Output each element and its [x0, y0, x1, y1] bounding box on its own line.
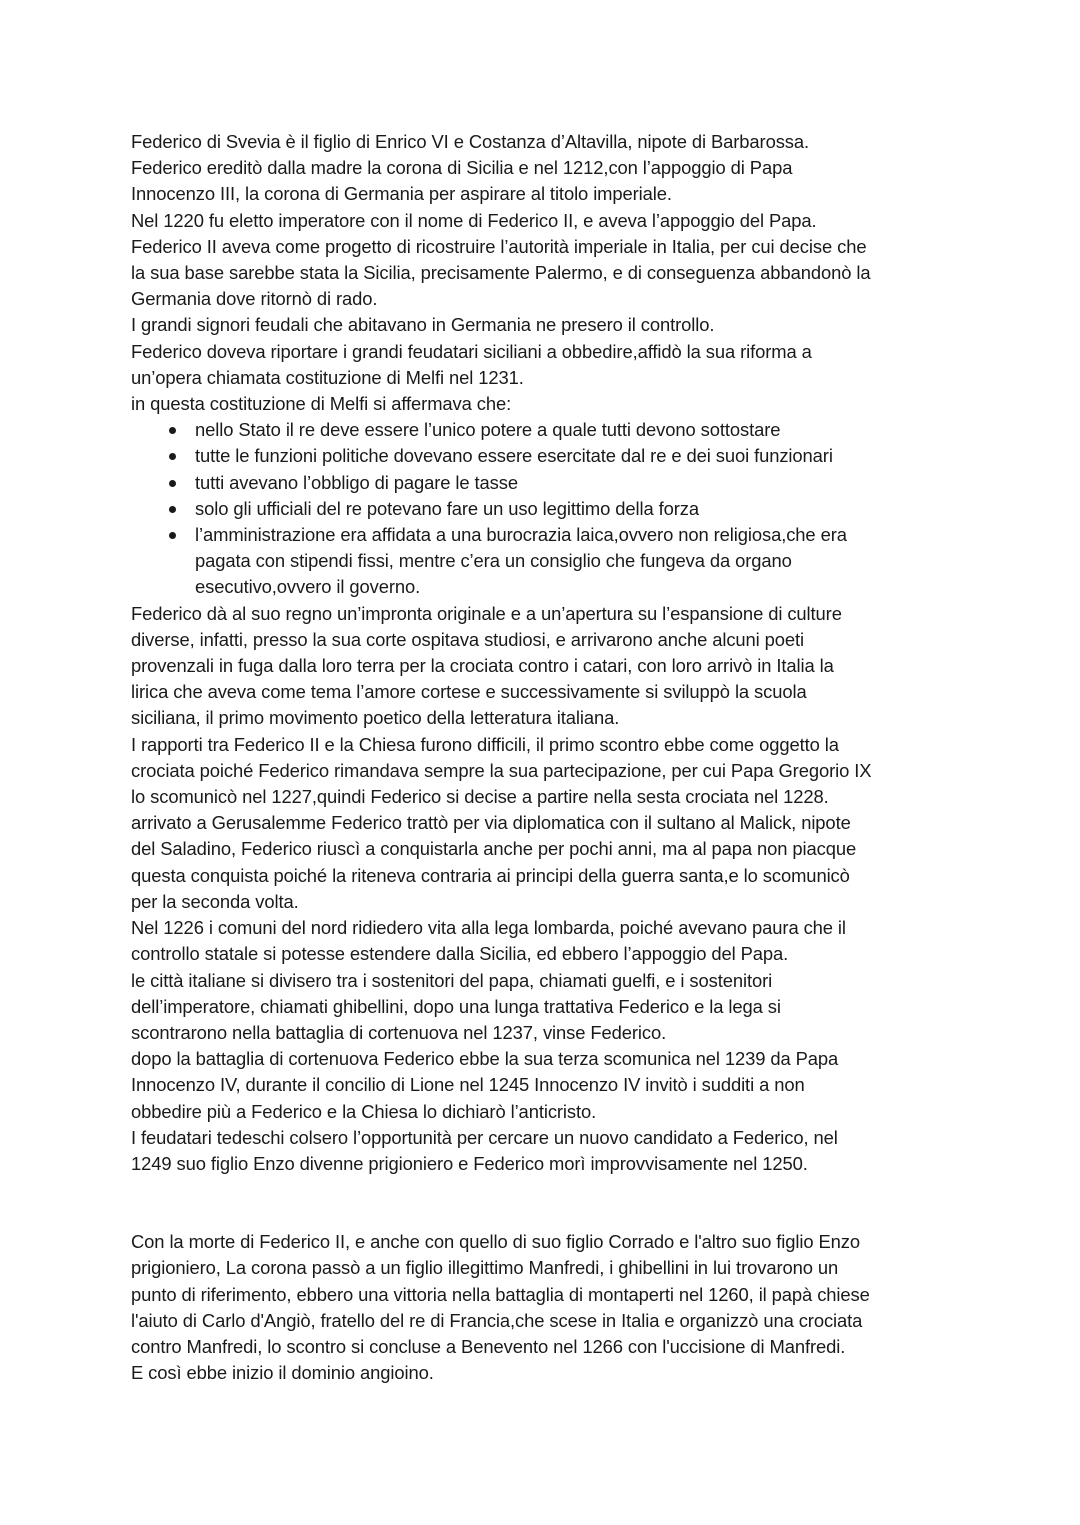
section-1-intro — [131, 129, 961, 417]
text-line: Nel 1220 fu eletto imperatore con il nome di Federico II, e aveva l’appoggio del Papa. — [131, 209, 817, 231]
list-item — [195, 470, 961, 496]
text-line: tutti avevano l’obbligo di pagare le tasse — [195, 471, 518, 493]
text-line: Germania dove ritornò di rado. — [131, 288, 378, 310]
text-line: siciliana, il primo movimento poetico della letteratura italiana. — [131, 707, 620, 729]
text-line: I rapporti tra Federico II e la Chiesa furono difficili, il primo scontro ebbe come oggetto la — [131, 733, 839, 755]
text-line: I grandi signori feudali che abitavano in Germania ne presero il controllo. — [131, 314, 715, 336]
text-line: nello Stato il re deve essere l’unico potere a quale tutti devono sottostare — [195, 419, 781, 441]
text-line: Nel 1226 i comuni del nord ridiedero vita alla lega lombarda, poiché avevano paura che il — [131, 917, 846, 939]
text-line: prigioniero, La corona passò a un figlio illegittimo Manfredi, i ghibellini in lui trovarono un — [131, 1257, 839, 1279]
text-line: pagata con stipendi fissi, mentre c’era un consiglio che fungeva da organo — [195, 550, 792, 572]
text-line: I feudatari tedeschi colsero l’opportunità per cercare un nuovo candidato a Federico, nel — [131, 1126, 838, 1148]
text-line: diverse, infatti, presso la sua corte ospitava studiosi, e arrivarono anche alcuni poeti — [131, 628, 805, 650]
text-line: Innocenzo IV, durante il concilio di Lione nel 1245 Innocenzo IV invitò i sudditi a non — [131, 1074, 805, 1096]
text-line: le città italiane si divisero tra i sostenitori del papa, chiamati guelfi, e i sostenitori — [131, 969, 773, 991]
document-page — [131, 129, 961, 1386]
text-line: l’amministrazione era affidata a una burocrazia laica,ovvero non religiosa,che era — [195, 524, 847, 546]
text-line: l'aiuto di Carlo d'Angiò, fratello del re di Francia,che scese in Italia e organizzò una crociata — [131, 1309, 863, 1331]
melfi-constitution-list — [131, 417, 961, 600]
text-line: in questa costituzione di Melfi si affermava che: — [131, 393, 512, 415]
text-line: del Saladino, Federico riuscì a conquistarla anche per pochi anni, ma al papa non piacque — [131, 838, 857, 860]
text-line: scontrarono nella battaglia di cortenuova nel 1237, vinse Federico. — [131, 1021, 667, 1043]
section-1-body — [131, 601, 961, 1177]
section-gap — [131, 1177, 961, 1229]
list-item — [195, 443, 961, 469]
text-line: tutte le funzioni politiche dovevano essere esercitate dal re e dei suoi funzionari — [195, 445, 833, 467]
bullet-icon — [169, 480, 176, 487]
bullet-icon — [169, 427, 176, 434]
text-line: dopo la battaglia di cortenuova Federico ebbe la sua terza scomunica nel 1239 da Papa — [131, 1048, 839, 1070]
section-2-body — [131, 1229, 961, 1386]
text-line: 1249 suo figlio Enzo divenne prigioniero e Federico morì improvvisamente nel 1250. — [131, 1152, 808, 1174]
text-line: dell’imperatore, chiamati ghibellini, dopo una lunga trattativa Federico e la lega si — [131, 995, 781, 1017]
list-item — [195, 417, 961, 443]
text-line: punto di riferimento, ebbero una vittoria nella battaglia di montaperti nel 1260, il papà chiese — [131, 1283, 870, 1305]
text-line: questa conquista poiché la riteneva contraria ai principi della guerra santa,e lo scomunicò — [131, 864, 850, 886]
text-line: un’opera chiamata costituzione di Melfi nel 1231. — [131, 366, 524, 388]
bullet-icon — [169, 532, 176, 539]
list-item — [195, 522, 961, 601]
text-line: Federico doveva riportare i grandi feudatari siciliani a obbedire,affidò la sua riforma a — [131, 340, 812, 362]
bullet-icon — [169, 506, 176, 513]
text-line: obbedire più a Federico e la Chiesa lo dichiarò l’anticristo. — [131, 1100, 597, 1122]
text-line: Federico dà al suo regno un’impronta originale e a un’apertura su l’espansione di culture — [131, 602, 842, 624]
text-line: Innocenzo III, la corona di Germania per aspirare al titolo imperiale. — [131, 183, 672, 205]
list-item — [195, 496, 961, 522]
text-line: contro Manfredi, lo scontro si concluse a Benevento nel 1266 con l'uccisione di Manfredi. — [131, 1335, 846, 1357]
text-line: Con la morte di Federico II, e anche con quello di suo figlio Corrado e l'altro suo figlio Enzo — [131, 1231, 861, 1253]
text-line: Federico di Svevia è il figlio di Enrico VI e Costanza d’Altavilla, nipote di Barbarossa. — [131, 131, 810, 152]
text-line: la sua base sarebbe stata la Sicilia, precisamente Palermo, e di conseguenza abbandonò la — [131, 262, 871, 284]
text-line: E così ebbe inizio il dominio angioino. — [131, 1362, 434, 1384]
text-line: Federico ereditò dalla madre la corona di Sicilia e nel 1212,con l’appoggio di Papa — [131, 157, 793, 179]
text-line: esecutivo,ovvero il governo. — [195, 576, 421, 598]
text-line: lirica che aveva come tema l’amore cortese e successivamente si sviluppò la scuola — [131, 681, 807, 703]
bullet-icon — [169, 453, 176, 460]
text-line: lo scomunicò nel 1227,quindi Federico si decise a partire nella sesta crociata nel 1228. — [131, 786, 829, 808]
text-line: per la seconda volta. — [131, 890, 299, 912]
text-line: solo gli ufficiali del re potevano fare un uso legittimo della forza — [195, 497, 700, 519]
text-line: arrivato a Gerusalemme Federico trattò per via diplomatica con il sultano al Malick, nipote — [131, 812, 851, 834]
text-line: provenzali in fuga dalla loro terra per la crociata contro i catari, con loro arrivò in Italia la — [131, 655, 834, 677]
text-line: controllo statale si potesse estendere dalla Sicilia, ed ebbero l’appoggio del Papa. — [131, 943, 789, 965]
text-line: crociata poiché Federico rimandava sempre la sua partecipazione, per cui Papa Gregorio IX — [131, 759, 872, 781]
text-line: Federico II aveva come progetto di ricostruire l’autorità imperiale in Italia, per cui decise che — [131, 235, 867, 257]
